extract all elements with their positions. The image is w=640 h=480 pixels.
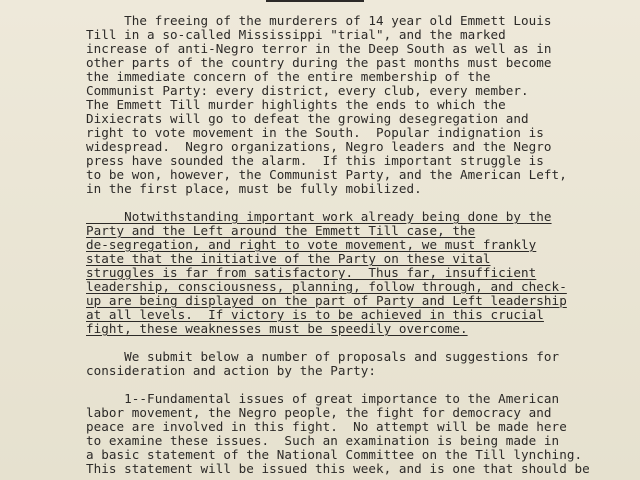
text-line: to examine these issues. Such an examination is being made in — [86, 433, 560, 448]
text-line: to be won, however, the Communist Party, and the American Left, — [86, 167, 567, 182]
underlined-text-line: Notwithstanding important work already being done by the — [86, 209, 552, 224]
text-line: The Emmett Till murder highlights the ends to which the — [86, 97, 506, 112]
text-line: peace are involved in this fight. No attempt will be made here — [86, 419, 567, 434]
text-line: Till in a so-called Mississippi "trial", and the marked — [86, 27, 506, 42]
text-line: in the first place, must be fully mobilized. — [86, 181, 422, 196]
text-line: 1--Fundamental issues of great importance to the American — [86, 391, 560, 406]
text-line: widespread. Negro organizations, Negro leaders and the Negro — [86, 139, 552, 154]
text-line: labor movement, the Negro people, the fight for democracy and — [86, 405, 552, 420]
text-line: Communist Party: every district, every club, every member. — [86, 83, 529, 98]
underlined-text-line: Party and the Left around the Emmett Till case, the — [86, 223, 476, 238]
underlined-text-line: up are being displayed on the part of Party and Left leadership — [86, 293, 567, 308]
underlined-text-line: fight, these weaknesses must be speedily overcome. — [86, 321, 468, 336]
text-line: Dixiecrats will go to defeat the growing desegregation and — [86, 111, 529, 126]
text-line: consideration and action by the Party: — [86, 363, 377, 378]
text-line: the immediate concern of the entire membership of the — [86, 69, 491, 84]
underlined-text-line: de-segregation, and right to vote movement, we must frankly — [86, 237, 537, 252]
text-line: a basic statement of the National Committee on the Till lynching. — [86, 447, 583, 462]
text-line: increase of anti-Negro terror in the Deep South as well as in — [86, 41, 552, 56]
text-line: other parts of the country during the past months must become — [86, 55, 552, 70]
underlined-text-line: state that the initiative of the Party on these vital — [86, 251, 491, 266]
underlined-text-line: leadership, consciousness, planning, follow through, and check- — [86, 279, 567, 294]
heading-underline — [266, 0, 364, 2]
underlined-text-line: struggles is far from satisfactory. Thus far, insufficient — [86, 265, 537, 280]
text-line: The freeing of the murderers of 14 year old Emmett Louis — [86, 13, 552, 28]
text-line: right to vote movement in the South. Popular indignation is — [86, 125, 544, 140]
underlined-text-line: at all levels. If victory is to be achieved in this crucial — [86, 307, 544, 322]
text-line: press have sounded the alarm. If this important struggle is — [86, 153, 544, 168]
text-line: This statement will be issued this week, and is one that should be — [86, 461, 590, 476]
text-line: We submit below a number of proposals and suggestions for — [86, 349, 560, 364]
